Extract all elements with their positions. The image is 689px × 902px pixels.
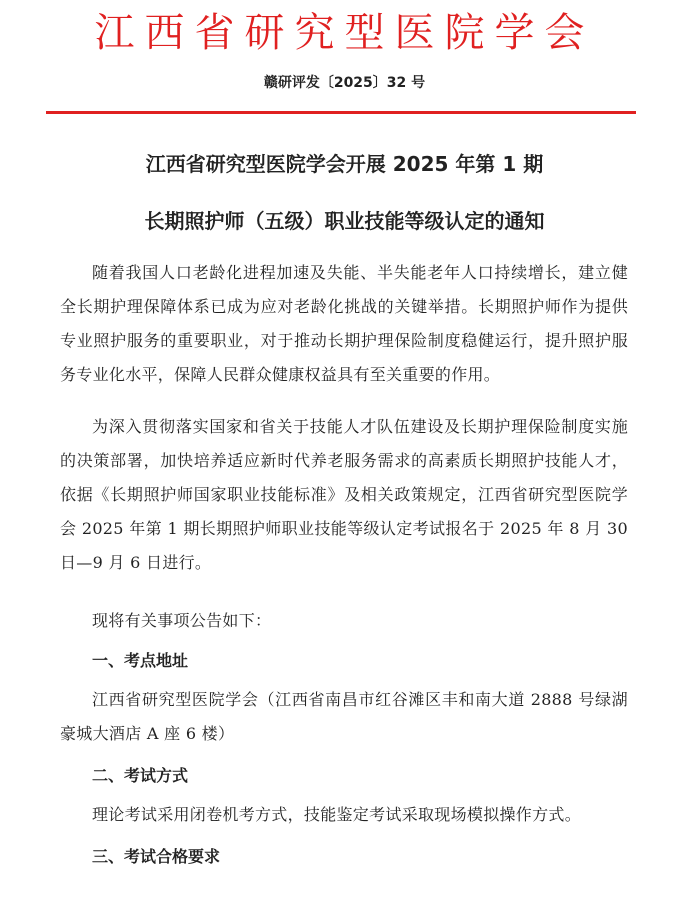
section-2-text: 理论考试采用闭卷机考方式，技能鉴定考试采取现场模拟操作方式。 [92, 805, 582, 824]
intro-paragraph: 随着我国人口老龄化进程加速及失能、半失能老年人口持续增长，建立健全长期护理保障体系已成为应对老龄化挑战的关键举措。长期照护师作为提供专业照护服务的重要职业，对于推动长期护理保险制度稳健运行，提升照护服务专业化水平，保障人民群众健康权益具有至关重要的作用。 [60, 263, 628, 384]
policy-paragraph: 为深入贯彻落实国家和省关于技能人才队伍建设及长期护理保险制度实施的决策部署，加快培养适应新时代养老服务需求的高素质长期照护技能人才，依据《长期照护师国家职业技能标准》及相关政策规定，江西省研究型医院学会 2025 年第 1 期长期照护师职业技能等级认定考试报名于 2025 年 8 月 30 日—9 月 6 日进行。 [60, 417, 628, 572]
announcement-lead: 现将有关事项公告如下： [92, 611, 272, 630]
issuing-organization-header: 江西省研究型医院学会 [94, 10, 595, 56]
section-1-heading: 一、考点地址 [92, 651, 189, 670]
section-3-heading: 三、考试合格要求 [92, 847, 221, 866]
notice-title-line-2: 长期照护师（五级）职业技能等级认定的通知 [144, 209, 545, 233]
section-2-heading: 二、考试方式 [92, 766, 189, 785]
document-number: 赣研评发〔2025〕32 号 [263, 75, 426, 91]
red-divider-rule [46, 111, 636, 114]
section-1-text: 江西省研究型医院学会（江西省南昌市红谷滩区丰和南大道 2888 号绿湖豪城大酒店 A 座 6 楼） [60, 690, 628, 743]
notice-title-line-1: 江西省研究型医院学会开展 2025 年第 1 期 [145, 152, 544, 176]
